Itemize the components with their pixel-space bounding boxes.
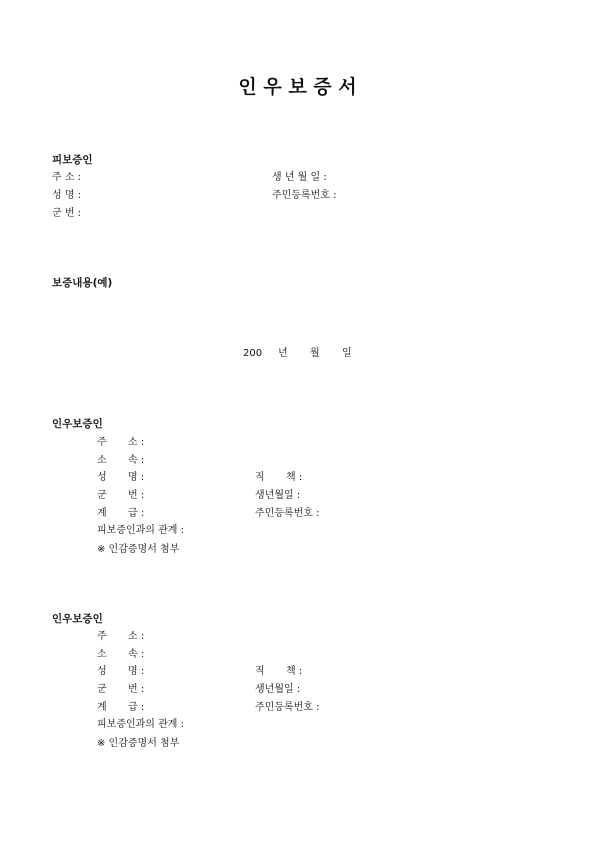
guarantor-2-name-c2: 명 : xyxy=(128,666,145,677)
guarantor-1-name-c2: 명 : xyxy=(128,472,145,483)
guarantor-1-birth-label: 생년월일 : xyxy=(255,490,301,501)
guarantor-1-position-c2: 책 : xyxy=(286,472,303,483)
guarantor-1-attachment-note: ※ 인감증명서 첨부 xyxy=(97,544,180,555)
guarantor-1-affiliation-c1: 소 xyxy=(97,455,107,466)
guarantor-2-affiliation-c1: 소 xyxy=(97,649,107,660)
guarantor-1-position-c1: 직 xyxy=(255,472,265,483)
guarantor-2-birth-label: 생년월일 : xyxy=(255,684,301,695)
guarantor-2-address-c1: 주 xyxy=(97,631,107,642)
guarantor-1-resident-no-label: 주민등록번호 : xyxy=(255,508,320,519)
date-year: 200 xyxy=(243,348,263,359)
guarantor-1-service-c2: 번 : xyxy=(128,490,145,501)
guarantor-1-service-c1: 군 xyxy=(97,490,107,501)
guarantor-2-position-c1: 직 xyxy=(255,666,265,677)
date-year-unit: 년 xyxy=(278,348,288,359)
guarantor-1-relation-label: 피보증인과의 관계 : xyxy=(97,525,185,536)
guarantor-1-heading: 인우보증인 xyxy=(52,418,103,430)
guarantor-2-heading: 인우보증인 xyxy=(52,613,103,625)
guarantor-1-address-c1: 주 xyxy=(97,437,107,448)
guaranteed-birth-label: 생 년 월 일 : xyxy=(272,172,327,183)
guarantor-2-service-c1: 군 xyxy=(97,684,107,695)
guaranteed-service-no-label: 군 번 : xyxy=(52,208,82,219)
date-day-unit: 일 xyxy=(342,348,352,359)
guarantor-2-attachment-note: ※ 인감증명서 첨부 xyxy=(97,738,180,749)
document-title: 인 우 보 증 서 xyxy=(238,76,357,98)
guarantor-1-address-c2: 소 : xyxy=(128,437,145,448)
guarantor-2-rank-c1: 계 xyxy=(97,702,107,713)
guarantor-2-relation-label: 피보증인과의 관계 : xyxy=(97,719,185,730)
guarantor-1-rank-c1: 계 xyxy=(97,508,107,519)
guarantor-1-affiliation-c2: 속 : xyxy=(128,455,145,466)
guaranteed-heading: 피보증인 xyxy=(52,154,93,166)
guaranteed-name-label: 성 명 : xyxy=(52,190,82,201)
guarantor-1-rank-c2: 급 : xyxy=(128,508,145,519)
guarantor-1-name-c1: 성 xyxy=(97,472,107,483)
guaranteed-resident-no-label: 주민등록번호 : xyxy=(272,190,337,201)
guarantor-2-service-c2: 번 : xyxy=(128,684,145,695)
guarantor-2-rank-c2: 급 : xyxy=(128,702,145,713)
guarantor-2-affiliation-c2: 속 : xyxy=(128,649,145,660)
date-month-unit: 월 xyxy=(310,348,320,359)
content-heading: 보증내용(예) xyxy=(52,277,113,289)
guarantor-2-name-c1: 성 xyxy=(97,666,107,677)
guarantor-2-resident-no-label: 주민등록번호 : xyxy=(255,702,320,713)
guarantor-2-position-c2: 책 : xyxy=(286,666,303,677)
guarantor-2-address-c2: 소 : xyxy=(128,631,145,642)
guaranteed-address-label: 주 소 : xyxy=(52,172,82,183)
